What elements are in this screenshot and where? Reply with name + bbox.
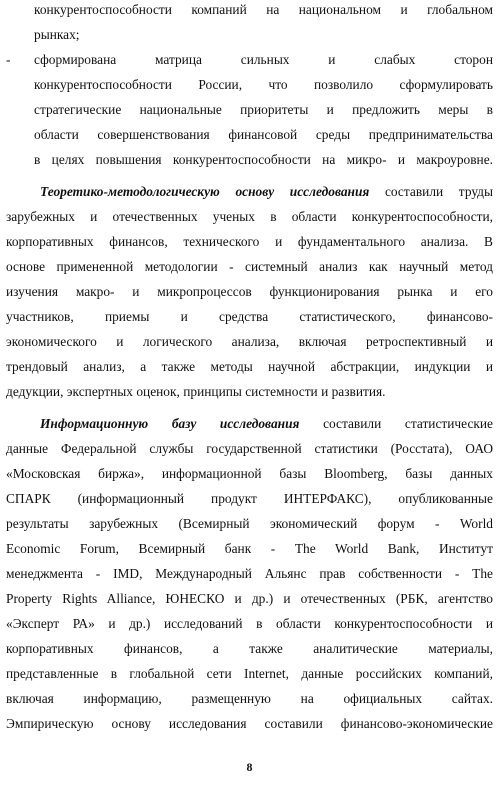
paragraph-text: составили труды [369,184,493,199]
text-line: основе примененной методологии - системный анализ как научный метод [6,259,493,274]
text-line: конкурентоспособности России, что позволило сформулировать [34,77,493,92]
text-line: Property Rights Alliance, ЮНЕСКО и др.) и отечественных (РБК, агентство [6,591,493,606]
text-line: корпоративных финансов, а также аналитические материалы, [6,641,493,656]
text-line: представленные в глобальной сети Internet, данные российских компаний, [6,666,493,681]
text-line: СПАРК (информационный продукт ИНТЕРФАКС), опубликованные [6,491,493,506]
text-line: конкурентоспособности компаний на национальном и глобальном [34,2,493,17]
text-line: зарубежных и отечественных ученых в области конкурентоспособности, [6,209,493,224]
text-line: «Эксперт РА» и др.) исследований в области конкурентоспособности и [6,616,493,631]
text-line: участников, приемы и средства статистического, финансово- [6,309,493,324]
paragraph-lead: Теоретико-методологическую основу исследования [40,184,370,199]
text-line: Эмпирическую основу исследования составили финансово-экономические [6,716,493,731]
paragraph-first-line [40,416,493,432]
text-line: экономического и логического анализа, включая ретроспективный и [6,334,493,349]
text-line: в целях повышения конкурентоспособности на микро- и макроуровне. [34,152,493,167]
text-line: корпоративных финансов, технического и фундаментального анализа. В [6,234,493,249]
text-line: трендовый анализ, а также методы научной абстракции, индукции и [6,359,493,374]
text-line: менеджмента - IMD, Международный Альянс прав собственности - The [6,566,493,581]
paragraph-lead: Информационную базу исследования [40,416,300,431]
text-line: дедукции, экспертных оценок, принципы системности и развития. [6,384,386,399]
page-number: 8 [246,760,253,774]
text-line: сформирована матрица сильных и слабых сторон [34,52,493,67]
text-line: стратегические национальные приоритеты и предложить меры в [34,102,493,117]
text-line: результаты зарубежных (Всемирный экономический форум - World [6,516,493,531]
text-line: области совершенствования финансовой среды предпринимательства [34,127,493,142]
text-line: изучения макро- и микропроцессов функционирования рынка и его [6,284,493,299]
list-marker: - [6,52,11,67]
text-line: рынках; [34,27,80,42]
text-line: данные Федеральной службы государственной статистики (Росстата), ОАО [6,441,493,456]
text-line: «Московская биржа», информационной базы Bloomberg, базы данных [6,466,493,481]
paragraph-text: составили статистические [299,416,494,431]
text-line: включая информацию, размещенную на официальных сайтах. [6,691,493,706]
paragraph-first-line [40,184,493,200]
text-line: Economic Forum, Всемирный банк - The World Bank, Институт [6,541,493,556]
